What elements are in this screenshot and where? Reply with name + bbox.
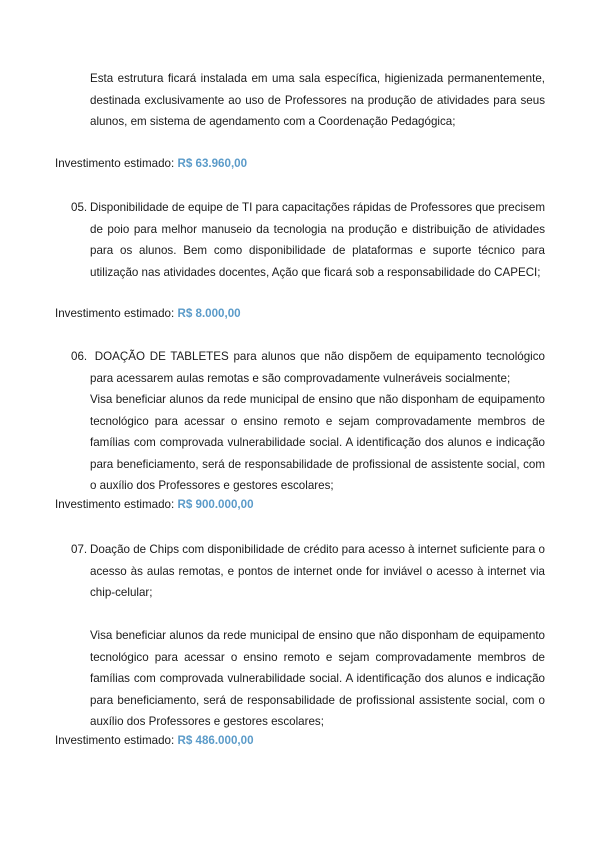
section-7-text: Doação de Chips com disponibilidade de crédito para acesso à internet suficiente para o acesso às aulas remotas, e pontos de internet onde for inviável o acesso à internet via chip-celular; bbox=[90, 543, 545, 600]
investment-label: Investimento estimado: bbox=[55, 498, 175, 511]
investment-value: R$ 63.960,00 bbox=[177, 157, 248, 170]
section-6-text bbox=[90, 346, 545, 389]
investment-value: R$ 486.000,00 bbox=[177, 734, 254, 747]
section-7-number: 07. bbox=[71, 543, 88, 556]
section-5-text: Disponibilidade de equipe de TI para capacitações rápidas de Professores que precisem de poio para melhor manuseio da tecnologia na produção e distribuição de atividades para os alunos. Bem como disponibilidade de plataformas e suporte técnico para utilização nas atividades docentes, Ação que ficará sob a responsabilidade do CAPECI; bbox=[90, 201, 545, 279]
section-6-description: Visa beneficiar alunos da rede municipal de ensino que não disponham de equipamento tecnológico para acessar o ensino remoto e sejam comprovadamente membros de famílias com comprovada vulnerabilidade social. A identificação dos alunos e indicação para beneficiamento, será de responsabilidade de profissional de assistente social, com o auxílio dos Professores e gestores escolares; bbox=[90, 393, 545, 493]
section-7-investment bbox=[55, 733, 254, 749]
investment-label: Investimento estimado: bbox=[55, 734, 175, 747]
section-7-description: Visa beneficiar alunos da rede municipal de ensino que não disponham de equipamento tecnológico para acessar o ensino remoto e sejam comprovadamente membros de famílias com comprovada vulnerabilidade social. A identificação dos alunos e indicação para beneficiamento, será de responsabilidade de profissional assistente social, com o auxílio dos Professores e gestores escolares; bbox=[90, 629, 545, 729]
investment-label: Investimento estimado: bbox=[55, 307, 175, 320]
investment-label: Investimento estimado: bbox=[55, 157, 175, 170]
section-1-investment bbox=[55, 156, 247, 172]
section-5-number: 05. bbox=[71, 201, 88, 214]
section-1-text: Esta estrutura ficará instalada em uma sala específica, higienizada permanentemente, destinada exclusivamente ao uso de Professores na produção de atividades para seus alunos, em sistema de agendamento com a Coordenação Pedagógica; bbox=[90, 72, 545, 129]
investment-value: R$ 900.000,00 bbox=[177, 498, 254, 511]
section-6-heading: DOAÇÃO DE TABLETES bbox=[94, 350, 229, 363]
section-6-investment bbox=[55, 497, 254, 513]
section-6-number: 06. bbox=[71, 350, 88, 363]
section-5-investment bbox=[55, 306, 241, 322]
section-6-intro: para alunos que não dispõem de equipamento tecnológico para acessarem aulas remotas e são comprovadamente vulneráveis socialmente; bbox=[90, 350, 545, 385]
investment-value: R$ 8.000,00 bbox=[177, 307, 241, 320]
